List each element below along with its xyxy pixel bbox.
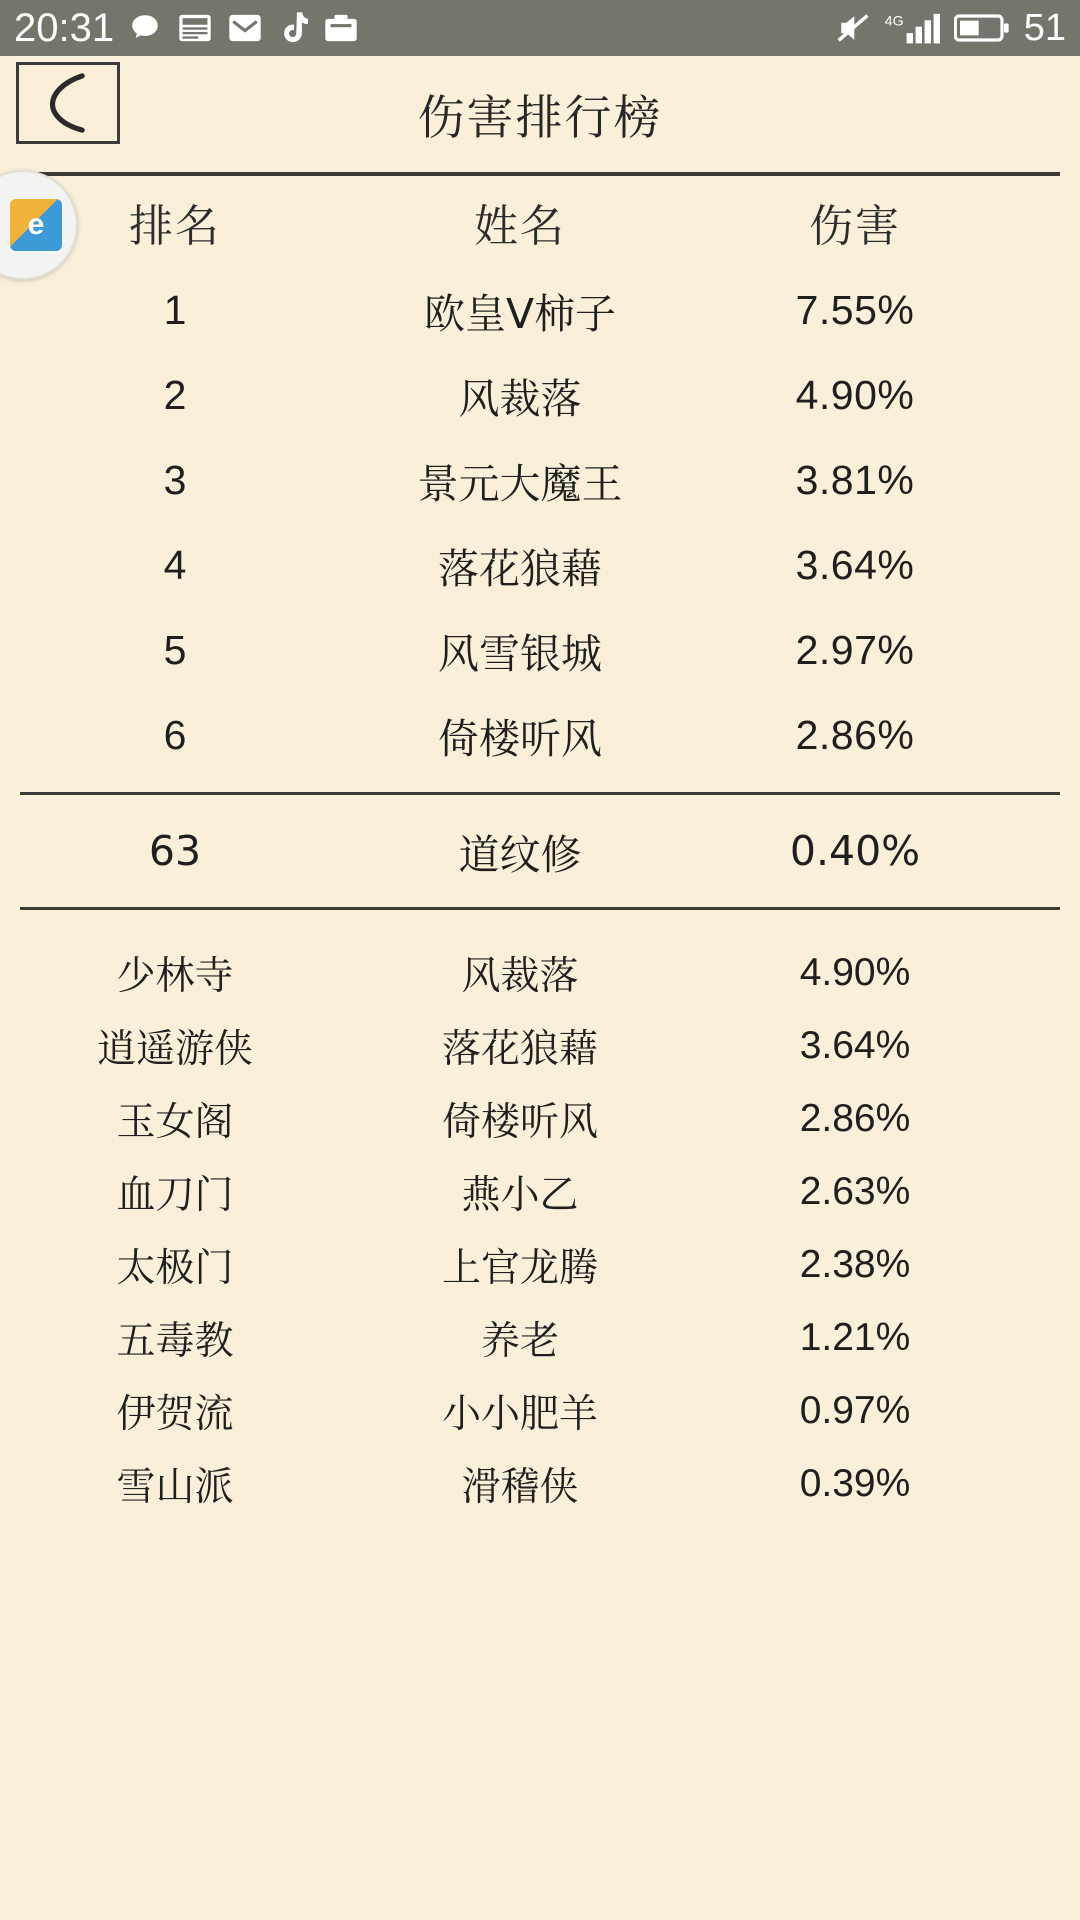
column-header-name: 姓名 bbox=[474, 201, 566, 252]
cell-name: 滑稽侠 bbox=[461, 1464, 579, 1510]
cell-rank: 1 bbox=[163, 287, 187, 333]
faction-row[interactable] bbox=[0, 1009, 1080, 1082]
faction-row[interactable] bbox=[0, 936, 1080, 1009]
cell-faction: 玉女阁 bbox=[116, 1099, 234, 1145]
table-row[interactable] bbox=[0, 523, 1080, 608]
cell-damage: 0.97% bbox=[799, 1388, 911, 1432]
cell-name: 倚楼听风 bbox=[438, 715, 602, 763]
damage-ranking-table bbox=[0, 176, 1080, 1520]
cell-name: 燕小乙 bbox=[461, 1172, 579, 1218]
mute-icon bbox=[834, 11, 872, 45]
cell-faction: 伊贺流 bbox=[116, 1391, 234, 1437]
cell-rank: 4 bbox=[163, 542, 187, 588]
cell-damage: 3.64% bbox=[795, 542, 915, 588]
cell-rank: 3 bbox=[163, 457, 187, 503]
tiktok-icon bbox=[278, 11, 308, 45]
cell-name: 落花狼藉 bbox=[438, 545, 602, 593]
cell-damage: 3.81% bbox=[795, 457, 915, 503]
cell-faction: 五毒教 bbox=[116, 1318, 234, 1364]
cell-damage: 1.21% bbox=[799, 1315, 911, 1359]
cell-rank: 63 bbox=[148, 827, 202, 875]
chat-icon bbox=[128, 11, 162, 45]
cell-damage: 4.90% bbox=[795, 372, 915, 418]
cell-faction: 逍遥游侠 bbox=[96, 1026, 253, 1072]
table-row[interactable] bbox=[0, 353, 1080, 438]
cell-damage: 2.97% bbox=[795, 627, 915, 673]
news-icon bbox=[178, 13, 212, 43]
camera-icon bbox=[324, 13, 358, 43]
assistant-glyph: e bbox=[10, 199, 62, 251]
cell-name: 小小肥羊 bbox=[441, 1391, 598, 1437]
cell-faction: 少林寺 bbox=[116, 953, 234, 999]
status-notification-icons bbox=[128, 11, 358, 45]
cell-faction: 血刀门 bbox=[116, 1172, 234, 1218]
battery-percent: 51 bbox=[1023, 6, 1066, 49]
faction-row[interactable] bbox=[0, 1301, 1080, 1374]
self-rank-row[interactable] bbox=[0, 795, 1080, 907]
cell-damage: 3.64% bbox=[799, 1023, 911, 1067]
cell-rank: 5 bbox=[163, 627, 187, 673]
status-bar bbox=[0, 0, 1080, 56]
cell-damage: 7.55% bbox=[795, 287, 915, 333]
cell-faction: 太极门 bbox=[116, 1245, 234, 1291]
faction-row[interactable] bbox=[0, 1228, 1080, 1301]
cell-damage: 2.63% bbox=[799, 1169, 911, 1213]
signal-icon bbox=[884, 10, 942, 46]
cell-name: 风雪银城 bbox=[438, 630, 602, 678]
page-header bbox=[0, 56, 1080, 172]
cell-damage: 2.86% bbox=[799, 1096, 911, 1140]
page-title: 伤害排行榜 bbox=[417, 90, 663, 146]
faction-row[interactable] bbox=[0, 1082, 1080, 1155]
table-row[interactable] bbox=[0, 438, 1080, 523]
cell-damage: 0.40% bbox=[789, 827, 921, 875]
cell-name: 倚楼听风 bbox=[441, 1099, 598, 1145]
svg-text:4G: 4G bbox=[884, 12, 904, 29]
cell-rank: 6 bbox=[163, 712, 187, 758]
cell-name: 风裁落 bbox=[461, 953, 579, 999]
table-row[interactable] bbox=[0, 268, 1080, 353]
cell-name: 欧皇V柿子 bbox=[423, 290, 617, 338]
column-header-rank: 排名 bbox=[129, 201, 221, 252]
mail-icon bbox=[228, 13, 262, 43]
cell-name: 上官龙腾 bbox=[441, 1245, 598, 1291]
table-row[interactable] bbox=[0, 693, 1080, 778]
back-button[interactable] bbox=[16, 62, 120, 144]
faction-row[interactable] bbox=[0, 1374, 1080, 1447]
cell-name: 风裁落 bbox=[458, 375, 582, 423]
faction-row[interactable] bbox=[0, 1155, 1080, 1228]
faction-row[interactable] bbox=[0, 1447, 1080, 1520]
cell-damage: 2.38% bbox=[799, 1242, 911, 1286]
cell-faction: 雪山派 bbox=[116, 1464, 234, 1510]
cell-rank: 2 bbox=[163, 372, 187, 418]
table-header-row bbox=[0, 176, 1080, 268]
status-system-icons bbox=[834, 7, 1066, 50]
cell-damage: 0.39% bbox=[799, 1461, 911, 1505]
back-arrow-icon bbox=[42, 72, 94, 134]
cell-name: 道纹修 bbox=[458, 830, 582, 879]
cell-damage: 4.90% bbox=[799, 950, 911, 994]
cell-name: 落花狼藉 bbox=[441, 1026, 598, 1072]
table-row[interactable] bbox=[0, 608, 1080, 693]
battery-icon bbox=[954, 13, 1010, 43]
cell-name: 景元大魔王 bbox=[417, 460, 623, 508]
column-header-damage: 伤害 bbox=[809, 201, 901, 252]
cell-damage: 2.86% bbox=[795, 712, 915, 758]
cell-name: 养老 bbox=[480, 1318, 559, 1364]
status-clock: 20:31 bbox=[14, 6, 115, 50]
